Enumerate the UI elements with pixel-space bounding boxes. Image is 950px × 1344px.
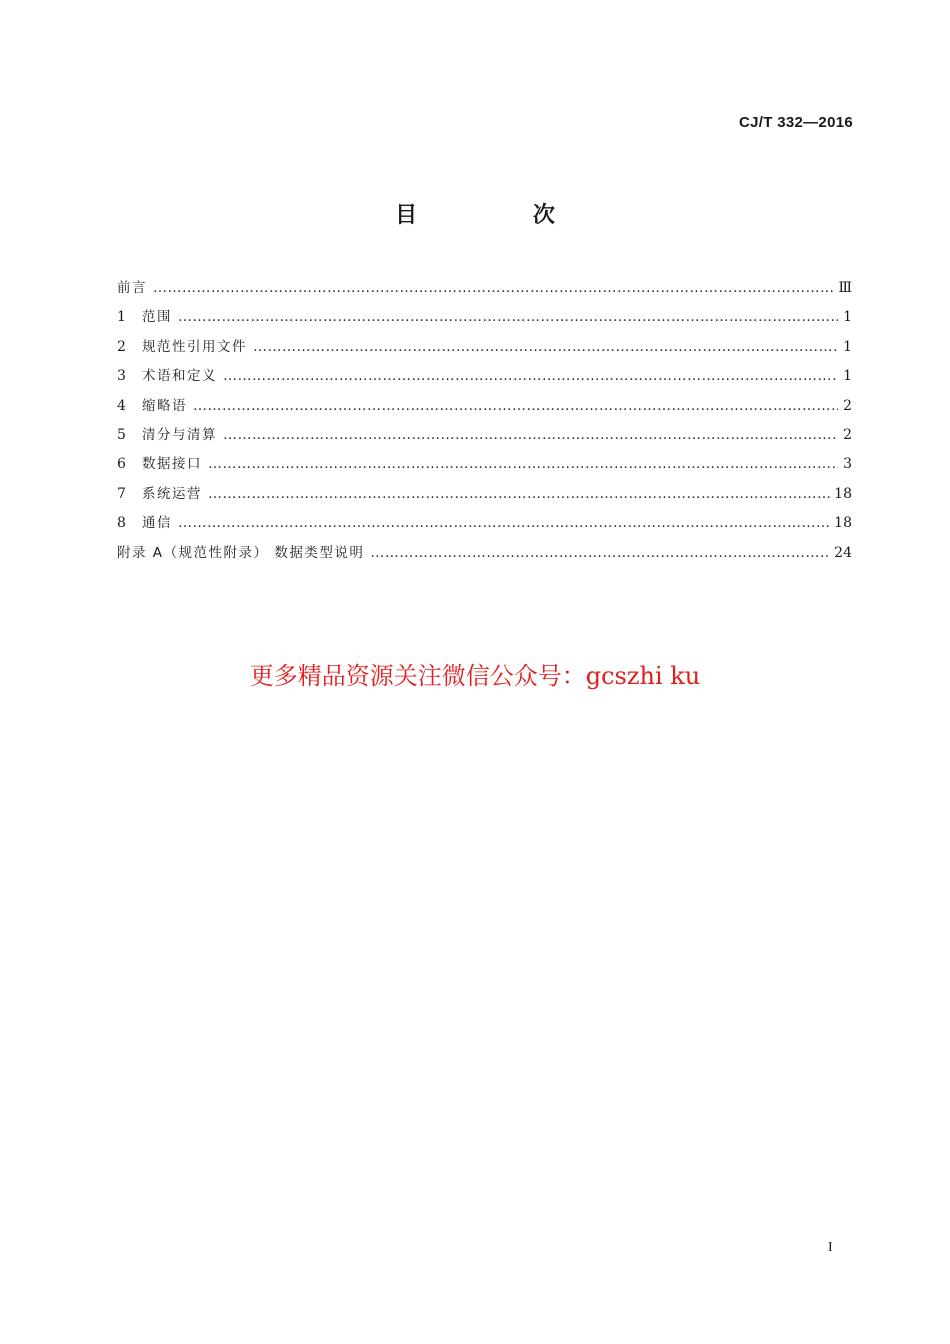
toc-entry-label: 附录 A（规范性附录） 数据类型说明 (117, 544, 365, 561)
toc-leader-dots (208, 486, 830, 502)
toc-entry-scope[interactable] (117, 305, 852, 334)
toc-title: 目 次 (395, 203, 609, 228)
toc-entry-label: 术语和定义 (142, 368, 217, 385)
toc-entry-foreword[interactable] (117, 276, 852, 305)
toc-entry-number: 6 (117, 456, 126, 473)
toc-leader-dots (208, 456, 838, 472)
toc-entry-label: 通信 (142, 515, 172, 532)
toc-leader-dots (178, 309, 838, 325)
toc-leader-dots (370, 545, 830, 561)
toc-leader-dots (193, 398, 838, 414)
toc-entry-clearing-settlement[interactable] (117, 423, 852, 452)
standard-code: CJ/T 332—2016 (739, 114, 853, 131)
page-number: I (828, 1240, 833, 1255)
toc-leader-dots (223, 368, 838, 384)
toc-entry-label: 前言 (117, 280, 147, 296)
toc-entry-page: 2 (843, 426, 852, 443)
toc-entry-page: 18 (834, 515, 852, 532)
toc-entry-number: 8 (117, 515, 126, 532)
toc-entry-number: 1 (117, 309, 126, 326)
toc-entry-page: 2 (843, 397, 852, 414)
toc-entry-page: 24 (834, 544, 852, 561)
toc-entry-number: 5 (117, 426, 126, 443)
toc-entry-terms-definitions[interactable] (117, 364, 852, 393)
toc-entry-number: 2 (117, 338, 126, 355)
toc-entry-abbreviations[interactable] (117, 394, 852, 423)
toc-entry-label: 范围 (142, 309, 172, 326)
toc-leader-dots (223, 427, 838, 443)
toc-entry-label: 清分与清算 (142, 426, 217, 443)
toc-entry-communication[interactable] (117, 511, 852, 540)
toc-leader-dots (178, 515, 830, 531)
toc-leader-dots (153, 280, 834, 296)
toc-entry-page: 1 (843, 338, 852, 355)
toc-leader-dots (253, 339, 838, 355)
toc-entry-data-interface[interactable] (117, 452, 852, 481)
toc-entry-label: 缩略语 (142, 397, 187, 414)
toc-entry-number: 7 (117, 485, 126, 502)
toc-entry-label: 数据接口 (142, 456, 202, 473)
toc-entry-label: 规范性引用文件 (142, 338, 247, 355)
promo-banner-text: 更多精品资源关注微信公众号：gcszhi ku (249, 662, 701, 690)
toc-entry-normative-references[interactable] (117, 335, 852, 364)
toc-entry-appendix-a[interactable] (117, 541, 852, 570)
toc-entry-page: 18 (834, 485, 852, 502)
toc-entry-system-operation[interactable] (117, 482, 852, 511)
toc-entry-page: Ⅲ (838, 280, 852, 296)
toc-entry-page: 1 (843, 368, 852, 385)
toc-entry-number: 3 (117, 368, 126, 385)
toc-entry-page: 3 (843, 456, 852, 473)
toc-entry-label: 系统运营 (142, 485, 202, 502)
toc-entry-number: 4 (117, 397, 126, 414)
table-of-contents (117, 276, 852, 570)
toc-entry-page: 1 (843, 309, 852, 326)
